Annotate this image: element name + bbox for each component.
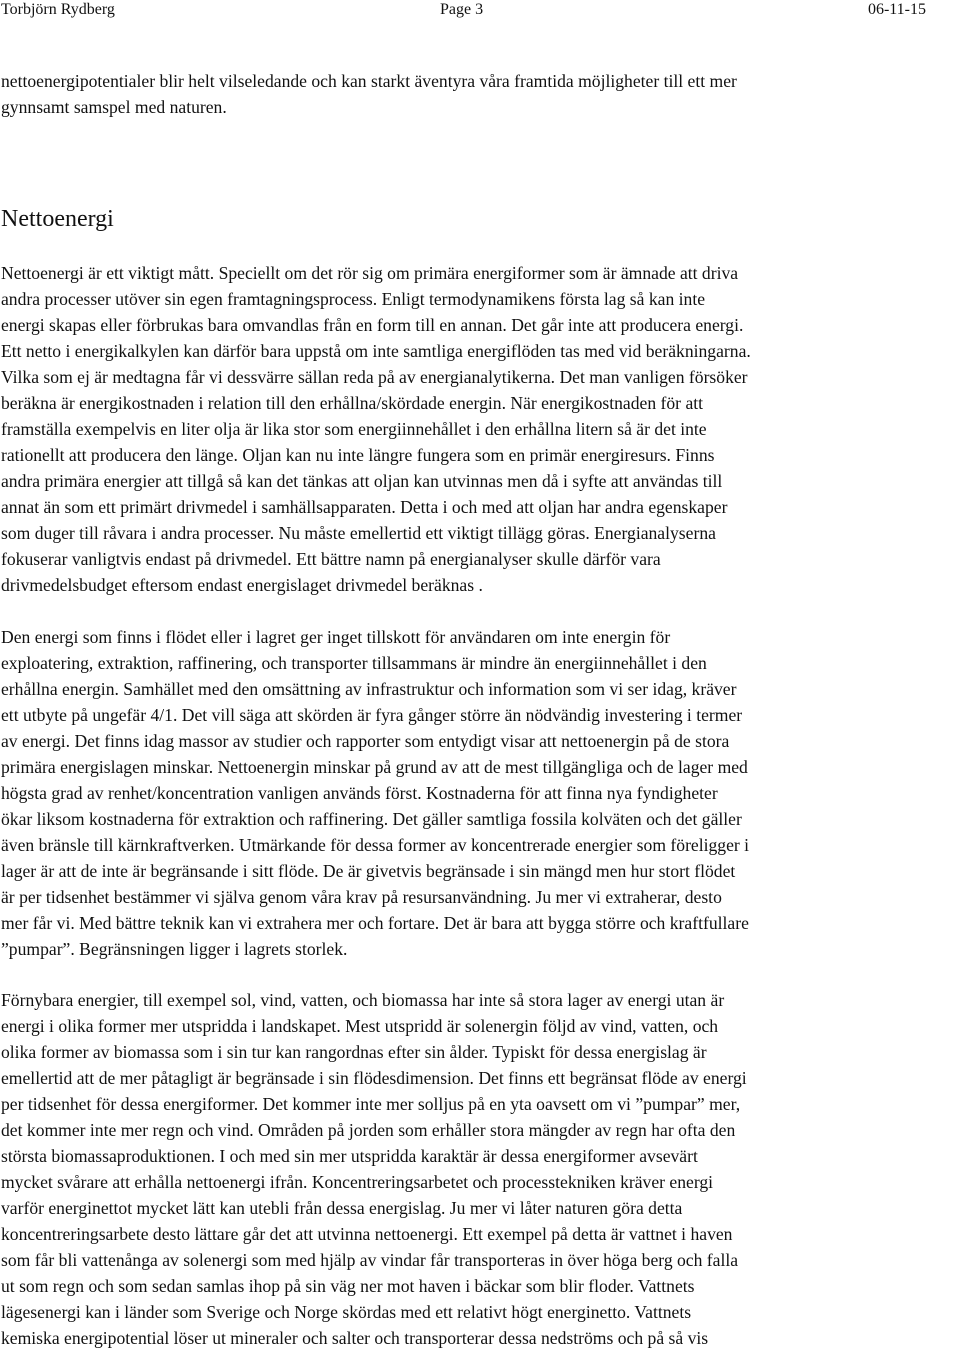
paragraph-line: energi i olika former mer utspridda i landskapet. Mest utspridd är solenergin följd av vind, vatten, och	[1, 1016, 719, 1036]
paragraph-line: det kommer inte mer regn och vind. Områden på jorden som erhåller stora mängder av regn har ofta den	[1, 1120, 736, 1140]
header-author: Torbjörn Rydberg	[1, 1, 115, 18]
paragraph-line: varför energinettot mycket lätt kan utebli från dessa energislag. Ju mer vi låter naturen göra detta	[1, 1198, 683, 1218]
paragraph-line: är per tidsenhet bestämmer vi själva genom våra krav på resursanvändning. Ju mer vi extraherar, desto	[1, 887, 722, 907]
header-page-number: Page 3	[440, 1, 484, 18]
intro-paragraph	[1, 68, 737, 120]
section-heading: Nettoenergi	[1, 206, 114, 232]
paragraph-line: ut som regn och som sedan samlas ihop på sin väg ner mot haven i bäckar som blir floder. Vattnets	[1, 1276, 695, 1296]
paragraph-line: per tidsenhet för dessa energiformer. Det kommer inte mer solljus på en yta oavsett om vi ”pumpar” mer,	[1, 1094, 741, 1114]
paragraph-line: andra processer utöver sin egen framtagningsprocess. Enligt termodynamikens första lag så kan inte	[1, 289, 706, 309]
paragraph-line: drivmedelsbudget eftersom endast energislaget drivmedel beräknas .	[1, 575, 483, 595]
paragraph-line: energi skapas eller förbrukas bara omvandlas från en form till en annan. Det går inte att producera energi.	[1, 315, 744, 335]
paragraph-line: som duger till råvara i andra processer. Nu måste emellertid ett viktigt tillägg göras. Energianalyserna	[1, 523, 716, 543]
paragraph-line: beräkna är energikostnaden i relation till den erhållna/skördade energin. När energikostnaden för att	[1, 393, 704, 413]
paragraph-line: ökar liksom kostnaderna för extraktion och raffinering. Det gäller samtliga fossila kolväten och det gäller	[1, 809, 742, 829]
paragraph-line: primära energislagen minskar. Nettoenergin minskar på grund av att de mest tillgängliga och de lager med	[1, 757, 748, 777]
paragraph-line: ”pumpar”. Begränsningen ligger i lagrets storlek.	[1, 939, 348, 959]
paragraph-line: Ett netto i energikalkylen kan därför bara uppstå om inte samtliga energiflöden tas med vid beräkningarna.	[1, 341, 751, 361]
paragraph-line: även bränsle till kärnkraftverken. Utmärkande för dessa former av koncentrerade energier som föreligger i	[1, 835, 750, 855]
paragraph-line: som får bli vattenånga av solenergi som med hjälp av vindar får transporteras in över höga berg och falla	[1, 1250, 739, 1270]
paragraph-line: lager är att de inte är begränsande i sitt flöde. De är givetvis begränsade i sin mängd men hur stort flödet	[1, 861, 736, 881]
paragraph-line: fokuserar vanligtvis endast på drivmedel. Ett bättre namn på energianalyser skulle därför vara	[1, 549, 661, 569]
paragraph-line: framställa exempelvis en liter olja är lika stor som energiinnehållet i den erhållna litern så är det inte	[1, 419, 707, 439]
paragraph-nettoenergi	[1, 260, 751, 598]
page-header	[0, 0, 960, 22]
paragraph-line: ett utbyte på ungefär 4/1. Det vill säga att skörden är fyra gånger större än nödvändig investering i termer	[1, 705, 743, 725]
paragraph-line: Nettoenergi är ett viktigt mått. Speciellt om det rör sig om primära energiformer som är ämnade att driva	[1, 263, 739, 283]
paragraph-line: Den energi som finns i flödet eller i lagret ger inget tillskott för användaren om inte energin för	[1, 627, 671, 647]
paragraph-line: av energi. Det finns idag massor av studier och rapporter som entydigt visar att nettoenergin på de stora	[1, 731, 730, 751]
paragraph-line: mycket svårare att erhålla nettoenergi ifrån. Koncentreringsarbetet och processtekniken kräver energi	[1, 1172, 714, 1192]
paragraph-energiflode	[1, 624, 749, 962]
paragraph-line: gynnsamt samspel med naturen.	[1, 97, 227, 117]
paragraph-line: mer får vi. Med bättre teknik kan vi extrahera mer och fortare. Det är bara att bygga större och kraftfullare	[1, 913, 749, 933]
paragraph-line: kemiska energipotential löser ut mineraler och salter och transporterar dessa nedströms och på så vis	[1, 1328, 709, 1348]
header-date: 06-11-15	[867, 1, 926, 18]
paragraph-line: emellertid att de mer påtagligt är begränsade i sin flödesdimension. Det finns ett begränsat flöde av energi	[1, 1068, 747, 1088]
paragraph-line: högsta grad av renhet/koncentration vanligen används först. Kostnaderna för att finna nya fyndigheter	[1, 783, 718, 803]
paragraph-line: Vilka som ej är medtagna får vi dessvärre sällan reda på av energianalytikerna. Det man vanligen försöker	[1, 367, 748, 387]
paragraph-line: erhållna energin. Samhället med den omsättning av infrastruktur och information som vi ser idag, kräver	[1, 679, 737, 699]
paragraph-line: lägesenergi kan i länder som Sverige och Norge skördas med ett relativt högt energinetto. Vattnets	[1, 1302, 692, 1322]
paragraph-fornybara	[1, 987, 747, 1351]
paragraph-line: nettoenergipotentialer blir helt vilseledande och kan starkt äventyra våra framtida möjligheter till ett mer	[1, 71, 737, 91]
paragraph-line: olika former av biomassa som i sin tur kan rangordnas efter sin ålder. Typiskt för dessa energislag är	[1, 1042, 707, 1062]
paragraph-line: Förnybara energier, till exempel sol, vind, vatten, och biomassa har inte så stora lager av energi utan är	[1, 990, 725, 1010]
paragraph-line: annat än som ett primärt drivmedel i samhällsapparaten. Detta i och med att oljan har andra egenskaper	[1, 497, 728, 517]
paragraph-line: exploatering, extraktion, raffinering, och transporter tillsammans är mindre än energiinnehållet i den	[1, 653, 707, 673]
paragraph-line: andra primära energier att tillgå så kan det tänkas att oljan kan utvinnas men då i syfte att användas till	[1, 471, 723, 491]
paragraph-line: största biomassaproduktionen. I och med sin mer utspridda karaktär är dessa energiformer avsevärt	[1, 1146, 698, 1166]
paragraph-line: rationellt att producera den länge. Oljan kan nu inte längre fungera som en primär energiresurs. Finns	[1, 445, 715, 465]
paragraph-line: koncentreringsarbete desto lättare går det att utvinna nettoenergi. Ett exempel på detta är vattnet i haven	[1, 1224, 733, 1244]
